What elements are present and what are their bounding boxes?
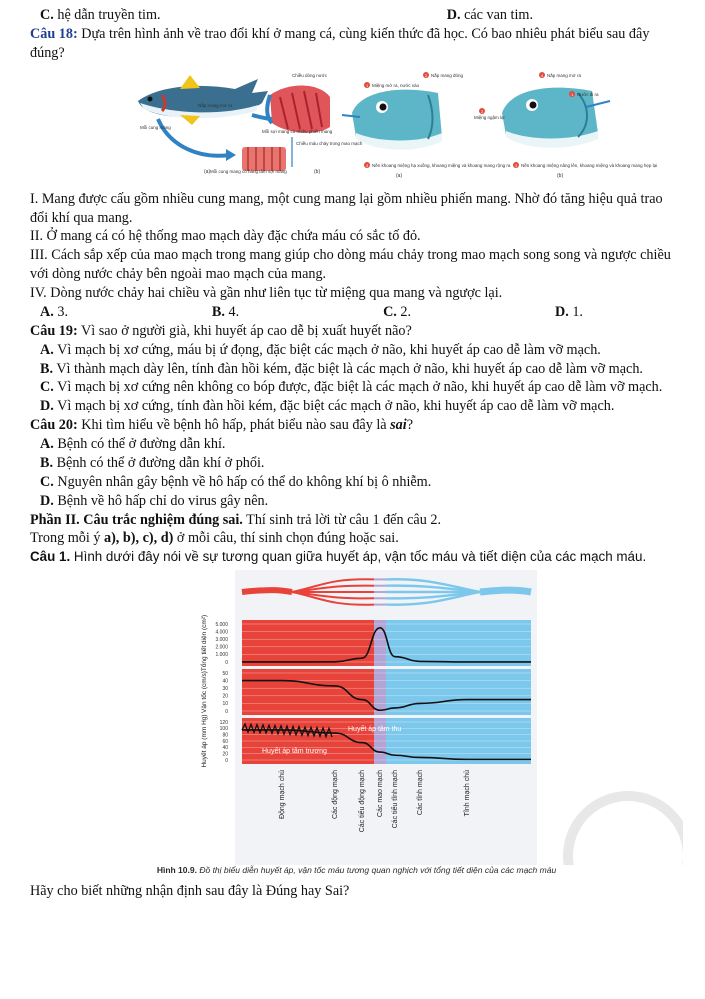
y-tick-label: 120 [219,719,228,726]
y-tick-label: 30 [222,686,228,693]
chart-panel-2 [199,669,531,715]
q20-emph: sai [390,417,407,434]
q17-option-d[interactable]: D. các van tim. [446,7,533,23]
q20-label: Câu 20: [30,417,78,434]
figure-caption: Hình 10.9. Đồ thị biểu diễn huyết áp, vận tốc máu tương quan nghịch với tổng tiết diện của các mạch máu [156,865,557,876]
y-tick-label: 0 [225,757,228,764]
y-tick-label: 20 [222,751,228,758]
label-b-floor-raise: Nền khoang miệng nâng lên, khoang miệng và khoang mang hẹp lại [521,162,658,168]
blood-vessel-chart [30,570,683,865]
y-tick-label: 3.000 [215,637,228,644]
y-tick-label: 10 [222,701,228,708]
gill-arch-drawing [267,85,330,132]
label-a-operculum-closed: Nắp mang đóng [431,72,464,78]
final-question: Hãy cho biết những nhận định sau đây là Đúng hay Sai? [30,883,350,900]
chart-panel-3 [199,715,531,768]
q18-text: Dựa trên hình ảnh về trao đổi khí ở mang cá, cùng kiến thức đã học. Có bao nhiêu phát biểu sau đây đúng? [30,25,650,61]
q18-statement-1: I. Mang được cấu gồm nhiều cung mang, một cung mang lại gồm nhiều phiến mang. Nhờ đó tăng hiệu quả trao đổi khí qua mang. [30,190,663,226]
svg-text:4: 4 [541,72,544,78]
label-panel-a: (a) [204,168,211,175]
q18-statement-4: IV. Dòng nước chảy hai chiều và gần như liên tục từ miệng qua mang và ngược lại. [30,285,503,301]
y-tick-label: 1.000 [215,652,228,659]
q19-option-a[interactable]: A. Vì mạch bị xơ cứng, máu bị ứ đọng, đặc biệt các mạch ở não, khi huyết áp cao dễ làm vỡ mạch. [40,341,601,358]
label-filament: Nắp mang mở ra [198,102,232,108]
y-tick-label: 40 [222,678,228,685]
q20-option-a[interactable]: A. Bệnh có thể ở đường dẫn khí. [40,436,226,452]
chart-svg [30,570,683,865]
y-axis-label: Tổng tiết diện (cm²) [201,614,208,672]
y-tick-label: 100 [219,726,228,733]
q17-option-c[interactable]: C. hệ dẫn truyền tim. [40,7,161,23]
svg-text:1: 1 [366,82,369,88]
q19-label: Câu 19: [30,322,78,339]
label-a-floor-lower: Nền khoang miệng hạ xuống, khoang miệng và khoang mang rộng ra [372,162,511,168]
q18-statement-2: II. Ở mang cá có hệ thống mao mạch dày đặc chứa máu có sắc tố đỏ. [30,228,421,245]
x-tick-label: Các mao mạch [377,770,384,818]
q18-option-a[interactable]: A. 3. [40,303,68,320]
annotation-systolic: Huyết áp tâm thu [348,726,402,734]
watermark-decoration [568,796,683,865]
label-b-operculum-open: Nắp mang mở ra [547,72,581,78]
x-tick-label: Các tiểu tĩnh mạch [392,770,399,829]
y-tick-label: 0 [225,708,228,715]
svg-text:3: 3 [366,162,369,168]
panel-capillary-region [374,669,386,715]
vessel-aorta [242,590,292,592]
y-axis-label: Huyết áp (mm Hg) [201,714,208,768]
y-tick-label: 2.000 [215,644,228,651]
panel-artery-region [242,669,374,715]
label-lamellae: Mỗi sợi mang có nhiều phiến mang [262,128,333,134]
y-tick-label: 60 [222,738,228,745]
label-lamella-caption: Mỗi cung mang có hàng tấm sợi mang [210,168,287,174]
label-a-mouth-open: Miệng mở ra, nước vào [372,82,420,88]
q19-option-b[interactable]: B. Vì thành mạch dày lên, tính đàn hồi kém, đặc biệt là các mạch ở não, khi huyết áp cao dễ làm vỡ mạch. [40,360,643,377]
q20-stem: Câu 20: Khi tìm hiểu về bệnh hô hấp, phát biểu nào sau đây là sai? [30,417,414,434]
x-tick-label: Các tiểu động mạch [359,770,366,833]
q18-options [30,303,683,322]
q20-option-c[interactable]: C. Nguyên nhân gây bệnh về hô hấp có thể do không khí bị ô nhiễm. [40,473,432,490]
tuna-drawing [138,75,268,125]
y-tick-label: 40 [222,745,228,752]
q19-option-c[interactable]: C. Vì mạch bị xơ cứng nên không co bóp được, đặc biệt là các mạch ở não, khi huyết áp cao dễ làm vỡ mạch. [40,379,663,396]
q18-statement-3: III. Cách sắp xếp của mao mạch trong mang giúp cho dòng máu chảy trong mao mạch song song và ngược chiều với dòng nước chảy bên ngoài mao mạch của mang. [30,247,671,283]
svg-text:1: 1 [571,91,574,97]
y-tick-label: 50 [222,670,228,677]
q18-option-d[interactable]: D. 1. [554,303,583,320]
q19-stem [30,322,683,341]
fish-gill-figure [30,67,683,187]
fish-gill-illustration [30,67,683,187]
panel-capillary-region [374,620,386,666]
q19-text: Vì sao ở người già, khi huyết áp cao dễ bị xuất huyết não? [81,322,412,339]
label-sub-a: (a) [396,172,403,179]
x-tick-label: Động mạch chủ [279,770,286,820]
label-b-water-out: Nước đi ra [577,91,599,97]
part2-q1-stem: Câu 1. Hình dưới đây nói về sự tương quan giữa huyết áp, vận tốc máu và tiết diện của các mạch máu. [30,549,647,565]
chart-panels [199,615,531,768]
part2-heading: Phần II. Câu trắc nghiệm đúng sai. Thí sinh trả lời từ câu 1 đến câu 2. [30,511,441,528]
label-b-mouth-closed: Miệng ngậm lại [474,114,505,120]
part2-instruction: Trong mỗi ý a), b), c), d) ở mỗi câu, thí sinh chọn đúng hoặc sai. [30,530,399,547]
q17-options-cd [30,6,683,25]
svg-text:3: 3 [515,162,518,168]
annotation-diastolic: Huyết áp tâm trương [262,748,327,756]
panel-vein-region [386,669,531,715]
y-tick-label: 20 [222,693,228,700]
q18-label: Câu 18: [30,25,78,42]
q19-option-d[interactable]: D. Vì mạch bị xơ cứng, tính đàn hồi kém, đặc biệt các mạch ở não, khi huyết áp cao dễ làm vỡ mạch. [40,398,615,415]
label-water-flow: Chiều dòng nước [292,72,327,78]
label-blood-flow: Chiều máu chảy trong mao mạch [296,140,363,146]
y-axis-label: Vận tốc (cm/s) [201,671,208,714]
x-tick-label: Các động mạch [332,770,339,820]
q20-option-b[interactable]: B. Bệnh có thể ở đường dẫn khí ở phổi. [40,454,265,471]
svg-text:2: 2 [481,108,484,114]
label-sub-b: (b) [557,172,564,179]
y-tick-label: 5.000 [215,621,228,628]
x-tick-label: Tĩnh mạch chủ [464,770,471,817]
y-tick-label: 0 [225,659,228,666]
chart-background [235,570,537,865]
lamellae-drawing [242,137,292,171]
q18-option-b[interactable]: B. 4. [211,303,240,320]
q18-option-c[interactable]: C. 2. [383,303,412,320]
vessel-vena-cava [480,590,531,592]
q20-option-d[interactable]: D. Bệnh về hô hấp chỉ do virus gây nên. [40,492,269,509]
chart-panel-1 [199,615,531,671]
y-tick-label: 80 [222,732,228,739]
svg-text:2: 2 [425,72,428,78]
label-panel-b: (b) [314,168,321,175]
y-tick-label: 4.000 [215,629,228,636]
label-each-arch: Mỗi cung mang [140,124,171,130]
x-tick-label: Các tĩnh mạch [417,770,424,816]
q18-stem [30,25,683,63]
